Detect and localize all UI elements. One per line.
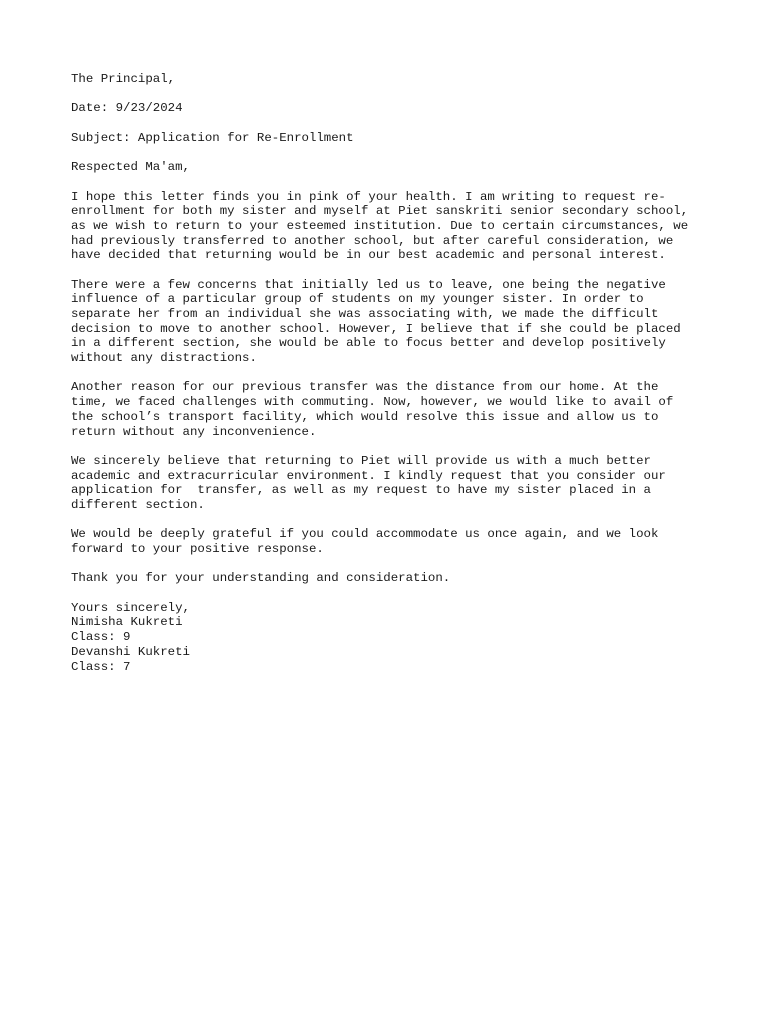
paragraph-line: as we wish to return to your esteemed institution. Due to certain circumstances, we [71, 218, 689, 233]
body-paragraph-5 [71, 527, 731, 556]
paragraph-line: influence of a particular group of students on my younger sister. In order to [71, 292, 644, 307]
paragraph-line: I hope this letter finds you in pink of your health. I am writing to request re- [71, 189, 666, 204]
paragraph-line: forward to your positive response. [71, 542, 324, 556]
signatory-name: Devanshi Kukreti [71, 644, 190, 659]
signature-block [71, 601, 731, 674]
body-paragraph-4 [71, 454, 731, 513]
paragraph-line: Another reason for our previous transfer was the distance from our home. At the [71, 380, 659, 395]
paragraph-line: the school’s transport facility, which would resolve this issue and allow us to [71, 409, 659, 424]
signatory-class: Class: 7 [71, 659, 131, 674]
paragraph-line: time, we faced challenges with commuting. Now, however, we would like to avail of [71, 395, 674, 410]
paragraph-line: academic and extracurricular environment. I kindly request that you consider our [71, 468, 666, 483]
date-text: Date: 9/23/2024 [71, 101, 183, 116]
letter-subject [71, 131, 731, 146]
addressee-text: The Principal, [71, 72, 176, 86]
body-paragraph-1 [71, 190, 731, 263]
addressee [71, 72, 731, 87]
thanks-line [71, 571, 731, 586]
salutation [71, 160, 731, 175]
paragraph-line: had previously transferred to another school, but after careful consideration, we [71, 233, 674, 248]
letter-page [71, 72, 731, 674]
thanks-text: Thank you for your understanding and consideration. [71, 571, 451, 586]
paragraph-line: separate her from an individual she was associating with, we made the difficult [71, 307, 659, 321]
paragraph-line: different section. [71, 497, 205, 512]
paragraph-line: decision to move to another school. However, I believe that if she could be placed [71, 321, 681, 336]
subject-text: Subject: Application for Re-Enrollment [71, 130, 354, 145]
closing-text: Yours sincerely, [71, 600, 190, 615]
salutation-text: Respected Ma'am, [71, 160, 190, 175]
paragraph-line: There were a few concerns that initially led us to leave, one being the negative [71, 277, 666, 292]
paragraph-line: without any distractions. [71, 351, 257, 366]
signatory-name: Nimisha Kukreti [71, 615, 183, 630]
body-paragraph-2 [71, 278, 731, 366]
paragraph-line: in a different section, she would be able to focus better and develop positively [71, 336, 666, 351]
paragraph-line: We sincerely believe that returning to Piet will provide us with a much better [71, 453, 651, 468]
letter-date [71, 101, 731, 116]
paragraph-line: have decided that returning would be in our best academic and personal interest. [71, 248, 666, 263]
signatory-class: Class: 9 [71, 630, 131, 645]
paragraph-line: application for transfer, as well as my request to have my sister placed in a [71, 483, 651, 498]
paragraph-line: We would be deeply grateful if you could accommodate us once again, and we look [71, 527, 659, 542]
paragraph-line: return without any inconvenience. [71, 424, 317, 439]
body-paragraph-3 [71, 380, 731, 439]
paragraph-line: enrollment for both my sister and myself at Piet sanskriti senior secondary school, [71, 204, 689, 219]
